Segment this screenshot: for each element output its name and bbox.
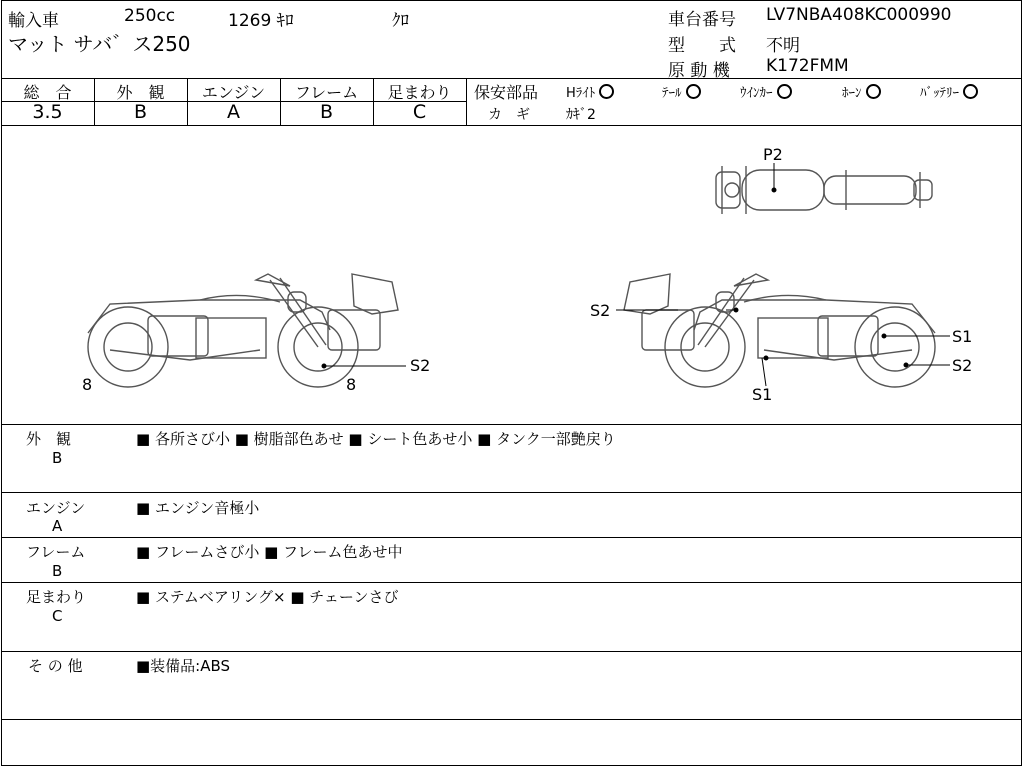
- note-frame-grade: B: [52, 562, 63, 580]
- label-right-s1a: S1: [952, 327, 973, 346]
- overall-label: 総 合: [23, 83, 72, 102]
- safety-item-battery: [920, 82, 978, 101]
- safety-item-label: ｳｲﾝｶｰ: [740, 86, 773, 101]
- ok-circle-icon: [866, 84, 881, 99]
- model-name: マット サバ゛ス250: [8, 32, 191, 56]
- note-other-label: そ の 他: [28, 657, 83, 675]
- note-exterior-text: ■ 各所さび小 ■ 樹脂部色あせ ■ シート色あせ小 ■ タンク一部艶戻り: [136, 430, 616, 448]
- label-right-s1b: S1: [752, 385, 773, 404]
- label-right-s2a: S2: [590, 301, 611, 320]
- divider: [1, 424, 1022, 425]
- note-exterior-grade: B: [52, 449, 63, 467]
- overall-grade: 3.5: [32, 101, 63, 123]
- safety-label: 保安部品: [474, 83, 539, 102]
- note-suspension-label: 足まわり: [26, 588, 87, 606]
- exterior-grade: B: [133, 101, 148, 123]
- ok-circle-icon: [777, 84, 792, 99]
- safety-item-horn: [842, 82, 881, 101]
- divider: [1, 582, 1022, 583]
- suspension-grade: C: [412, 101, 427, 123]
- divider: [1, 719, 1022, 720]
- motorcycle-top-view: [716, 166, 932, 214]
- safety-item-label: ﾎｰﾝ: [842, 86, 862, 101]
- safety-item-label: ﾃｰﾙ: [662, 86, 682, 101]
- label-p2: P2: [763, 145, 783, 164]
- safety-item-headlight: [566, 82, 614, 101]
- divider: [1, 537, 1022, 538]
- mileage: 1269 ｷﾛ: [228, 11, 294, 31]
- safety-item-winker: [740, 82, 792, 101]
- note-frame-label: フレーム: [26, 543, 86, 561]
- vehicle-type: 輸入車: [8, 11, 59, 31]
- engine-grade-label: エンジン: [201, 83, 266, 102]
- label-left-8b: 8: [346, 375, 357, 394]
- note-suspension-text: ■ ステムベアリング× ■ チェーンさび: [136, 588, 399, 606]
- model-code: 不明: [766, 36, 800, 56]
- safety-item-label: Hﾗｲﾄ: [566, 86, 596, 101]
- engine-label: 原 動 機: [668, 61, 730, 81]
- note-engine-text: ■ エンジン音極小: [136, 499, 260, 517]
- ok-circle-icon: [599, 84, 614, 99]
- divider: [466, 78, 467, 125]
- note-engine-grade: A: [52, 517, 63, 535]
- label-left-8a: 8: [82, 375, 93, 394]
- divider: [1, 78, 1022, 79]
- exterior-label: 外 観: [116, 83, 165, 102]
- engine-grade: A: [227, 101, 240, 123]
- damage-diagram: [0, 126, 1024, 424]
- frame-no-label: 車台番号: [668, 10, 736, 30]
- key-label: カ ギ: [488, 107, 530, 123]
- frame-no: LV7NBA408KC000990: [766, 5, 952, 25]
- safety-item-label: ﾊﾞｯﾃﾘｰ: [920, 86, 959, 101]
- ok-circle-icon: [963, 84, 978, 99]
- note-other-text: ■装備品:ABS: [136, 657, 231, 675]
- safety-item-tail: [662, 82, 701, 101]
- engine-model: K172FMM: [766, 56, 849, 76]
- divider: [1, 492, 1022, 493]
- key-value: ｶｷﾞ2: [566, 107, 596, 123]
- suspension-grade-label: 足まわり: [387, 83, 452, 102]
- ok-circle-icon: [686, 84, 701, 99]
- label-left-s2: S2: [410, 356, 431, 375]
- motorcycle-right-view: [624, 274, 935, 387]
- note-suspension-grade: C: [52, 607, 63, 625]
- frame-grade-label: フレーム: [294, 83, 359, 102]
- note-exterior-label: 外 観: [26, 430, 72, 448]
- motorcycle-left-view: [88, 274, 398, 387]
- frame-grade: B: [319, 101, 334, 123]
- divider: [1, 651, 1022, 652]
- color: ｸﾛ: [392, 11, 409, 31]
- model-code-label: 型 式: [668, 36, 736, 56]
- displacement: 250cc: [124, 6, 176, 26]
- label-right-s2b: S2: [952, 356, 973, 375]
- note-engine-label: エンジン: [26, 499, 86, 517]
- note-frame-text: ■ フレームさび小 ■ フレーム色あせ中: [136, 543, 403, 561]
